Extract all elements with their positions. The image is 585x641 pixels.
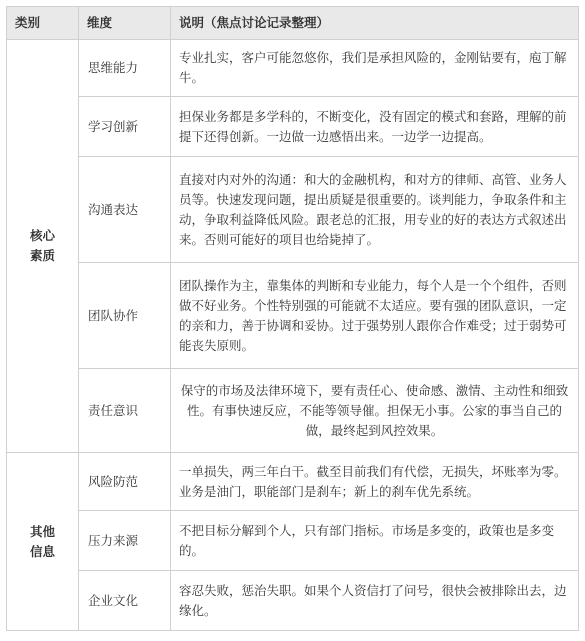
header-dimension: 维度 — [79, 7, 171, 40]
dimension-cell: 风险防范 — [79, 453, 171, 511]
description-cell: 保守的市场及法律环境下，要有责任心、使命感、激情、主动性和细致性。有事快速反应，不能等领导催。担保无小事。公家的事当自己的做，最终起到风控效果。 — [171, 369, 579, 453]
category-label-line: 信息 — [29, 543, 55, 559]
table-row — [7, 263, 579, 369]
dimension-cell: 责任意识 — [79, 369, 171, 453]
table-row — [7, 511, 579, 571]
dimension-cell: 企业文化 — [79, 571, 171, 631]
table-row — [7, 97, 579, 157]
dimension-cell: 沟通表达 — [79, 157, 171, 263]
table-row — [7, 369, 579, 453]
header-category: 类别 — [7, 7, 79, 40]
header-description: 说明（焦点讨论记录整理） — [171, 7, 579, 40]
category-label-line: 核心 — [29, 228, 55, 243]
table-row — [7, 571, 579, 631]
description-cell: 专业扎实，客户可能忽悠你，我们是承担风险的，金刚钻要有，庖丁解牛。 — [171, 40, 579, 97]
dimension-cell: 压力来源 — [79, 511, 171, 571]
table-container — [6, 6, 579, 631]
table-row — [7, 157, 579, 263]
category-label-line: 素质 — [29, 248, 55, 263]
dimension-cell: 学习创新 — [79, 97, 171, 157]
category-core-quality — [7, 40, 79, 453]
description-cell: 担保业务都是多学科的，不断变化，没有固定的模式和套路，理解的前提下还得创新。一边做一边感悟出来。一边学一边提高。 — [171, 97, 579, 157]
dimension-cell: 思维能力 — [79, 40, 171, 97]
table-row — [7, 453, 579, 511]
competency-table — [6, 6, 579, 631]
dimension-cell: 团队协作 — [79, 263, 171, 369]
table-header-row — [7, 7, 579, 40]
category-label-line: 其他 — [29, 523, 55, 539]
table-row — [7, 40, 579, 97]
category-other-info — [7, 453, 79, 631]
description-cell: 团队操作为主，靠集体的判断和专业能力，每个人是一个个组件，否则做不好业务。个性特别强的可能就不太适应。要有强的团队意识，一定的亲和力，善于协调和妥协。过于强势别人跟你合作难受；过于弱势可能丧失原则。 — [171, 263, 579, 369]
description-cell: 一单损失，两三年白干。截至目前我们有代偿，无损失，坏账率为零。业务是油门，职能部门是刹车；新上的刹车优先系统。 — [171, 453, 579, 511]
description-cell: 不把目标分解到个人，只有部门指标。市场是多变的，政策也是多变的。 — [171, 511, 579, 571]
description-cell: 容忍失败，惩治失职。如果个人资信打了问号，很快会被排除出去，边缘化。 — [171, 571, 579, 631]
description-cell: 直接对内对外的沟通：和大的金融机构，和对方的律师、高管、业务人员等。快速发现问题，提出质疑是很重要的。谈判能力，争取条件和主动，争取利益降低风险。跟老总的汇报，用专业的好的表达方式叙述出来。否则可能好的项目也给毙掉了。 — [171, 157, 579, 263]
